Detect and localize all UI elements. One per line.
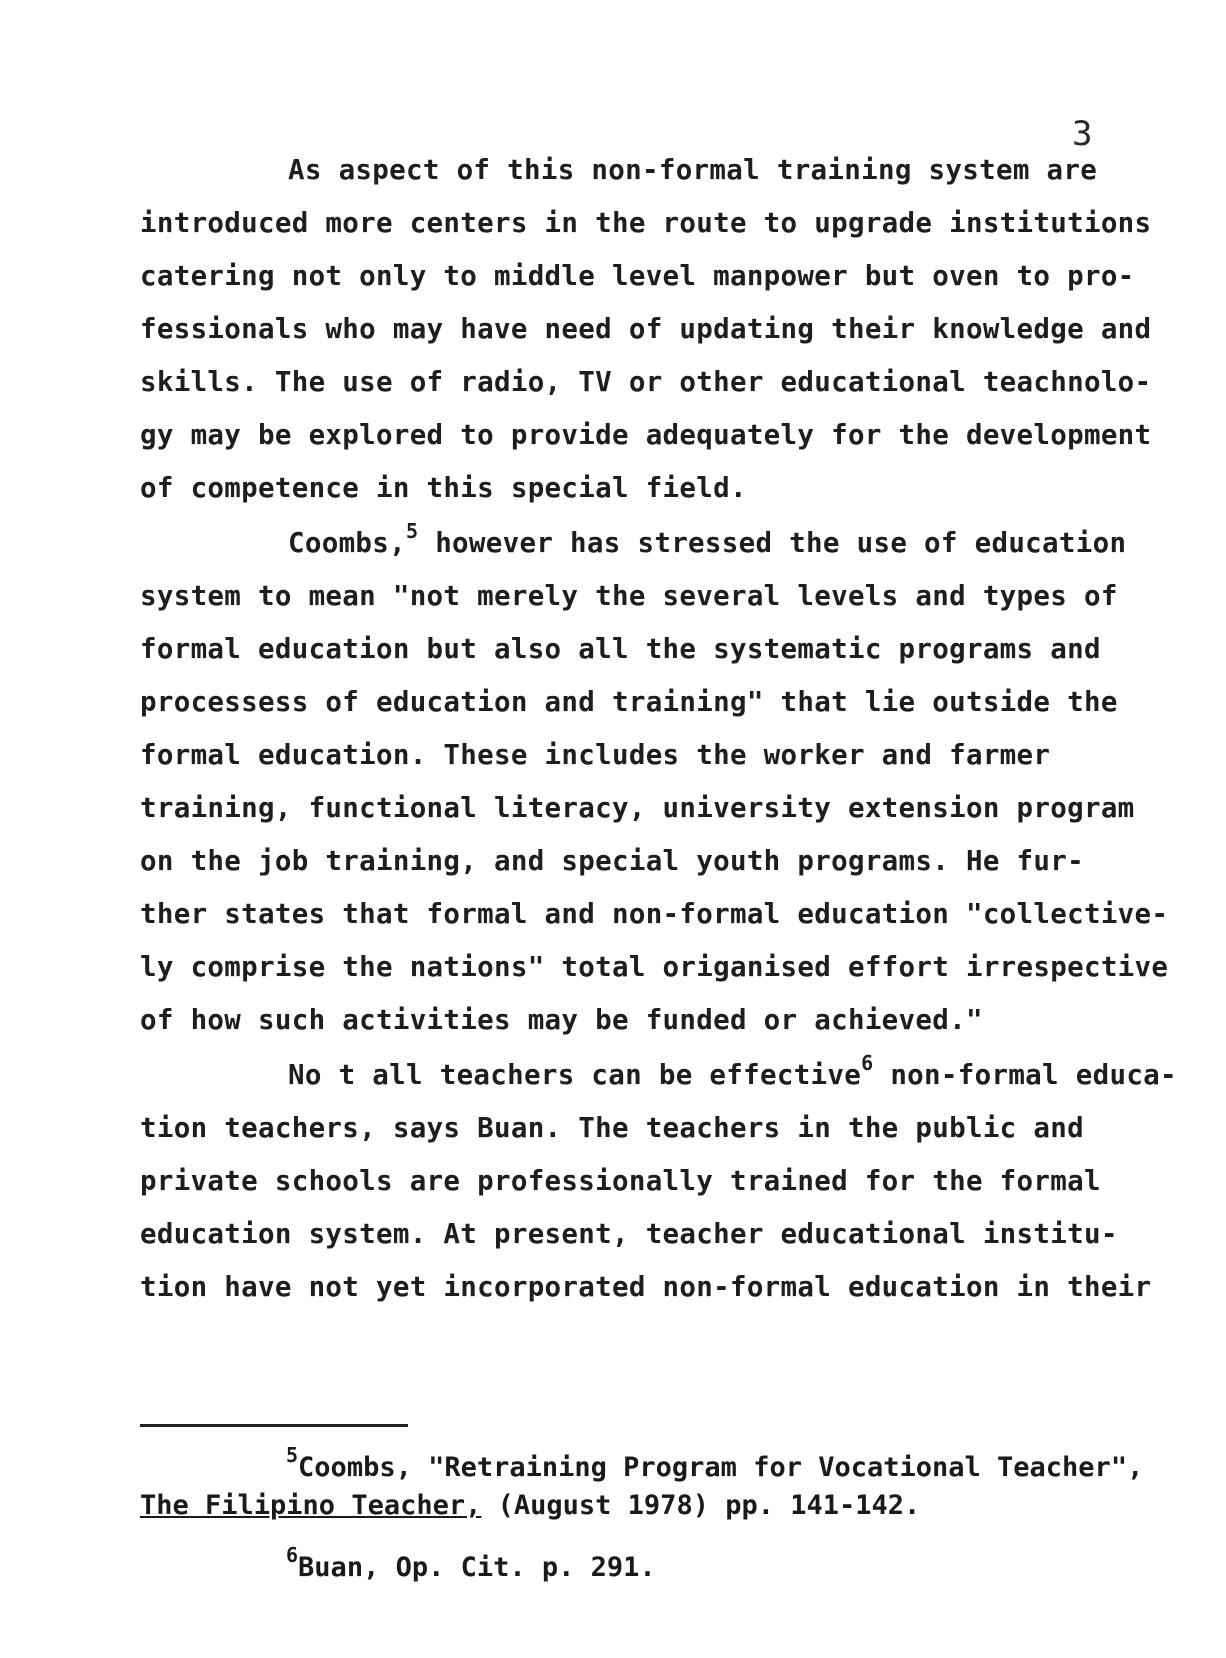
p3-line-4: education system. At present, teacher educational institu- <box>140 1218 1118 1250</box>
p1-line-6: gy may be explored to provide adequately for the development <box>140 419 1152 451</box>
p2-line-4: processess of education and training" that lie outside the <box>140 686 1118 718</box>
footnote-5-text: Coombs, "Retraining Program for Vocational Teacher", <box>298 1452 1144 1483</box>
p2-line-6: training, functional literacy, university extension program <box>140 792 1135 824</box>
p3-line-2: tion teachers, says Buan. The teachers in the public and <box>140 1112 1084 1144</box>
p1-line-7: of competence in this special field. <box>140 472 747 504</box>
p1-line-3: catering not only to middle level manpower but oven to pro- <box>140 260 1135 292</box>
p2-start: Coombs, <box>288 527 406 559</box>
footnote-5-line-2 <box>140 1486 920 1526</box>
p2-line-8: ther states that formal and non-formal education "collective- <box>140 898 1169 930</box>
p1-line-4: fessionals who may have need of updating their knowledge and <box>140 313 1152 345</box>
footnote-5-title: The Filipino Teacher, <box>140 1490 482 1521</box>
footnote-6-marker: 6 <box>286 1543 299 1567</box>
p2-line-9: ly comprise the nations" total origanised effort irrespective <box>140 951 1169 983</box>
p1-line-1: As aspect of this non-formal training system are <box>288 154 1098 186</box>
p1-line-2: introduced more centers in the route to upgrade institutions <box>140 207 1152 239</box>
footnote-divider <box>140 1424 408 1427</box>
p3-line-1 <box>288 1050 1177 1097</box>
p3-line-5: tion have not yet incorporated non-formal education in their <box>140 1271 1152 1303</box>
p2-rest: however has stressed the use of education <box>418 527 1127 559</box>
footnote-5-line-1 <box>286 1443 1144 1488</box>
p2-line-3: formal education but also all the systematic programs and <box>140 633 1101 665</box>
page-number: 3 <box>1072 114 1093 154</box>
footnote-ref-5: 5 <box>406 518 419 543</box>
p2-line-5: formal education. These includes the worker and farmer <box>140 739 1051 771</box>
p2-line-1 <box>288 518 1127 565</box>
p2-line-2: system to mean "not merely the several levels and types of <box>140 580 1118 612</box>
p3-line-3: private schools are professionally trained for the formal <box>140 1165 1101 1197</box>
footnote-5-marker: 5 <box>286 1443 299 1467</box>
p1-line-5: skills. The use of radio, TV or other educational teachnolo- <box>140 366 1152 398</box>
p3-start: No t all teachers can be effective <box>288 1059 862 1091</box>
p2-line-7: on the job training, and special youth programs. He fur- <box>140 845 1084 877</box>
p2-line-10: of how such activities may be funded or achieved." <box>140 1004 983 1036</box>
footnote-5-rest: (August 1978) pp. 141-142. <box>481 1490 921 1521</box>
footnote-6 <box>286 1543 656 1588</box>
p3-rest: non-formal educa- <box>873 1059 1177 1091</box>
footnote-ref-6: 6 <box>861 1050 874 1075</box>
footnote-6-text: Buan, Op. Cit. p. 291. <box>298 1552 656 1583</box>
